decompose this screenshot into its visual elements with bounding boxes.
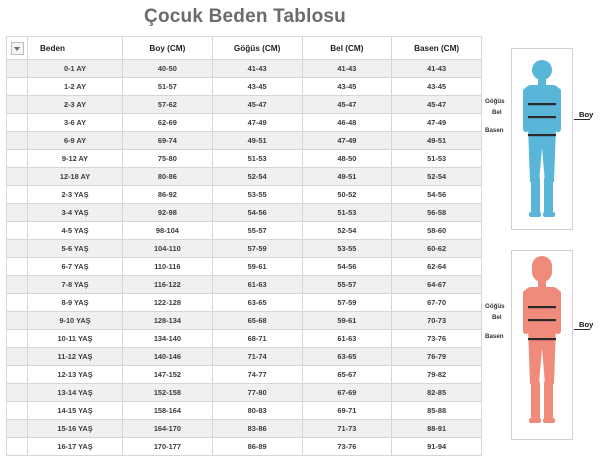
cell-measure: 43-45: [212, 78, 302, 96]
cell-beden: 2-3 AY: [28, 96, 123, 114]
girl-height-line: [574, 329, 590, 330]
cell-measure: 61-63: [302, 330, 392, 348]
cell-measure: 49-51: [212, 132, 302, 150]
cell-measure: 45-47: [212, 96, 302, 114]
girl-label-gogus: Göğüs: [485, 303, 505, 310]
row-toggle-cell: [7, 60, 28, 78]
cell-measure: 75-80: [123, 150, 213, 168]
table-row: [7, 438, 482, 456]
row-toggle-cell: [7, 330, 28, 348]
row-toggle-cell: [7, 420, 28, 438]
boy-label-bel: Bel: [492, 109, 502, 116]
cell-measure: 51-53: [392, 150, 482, 168]
cell-measure: 55-57: [212, 222, 302, 240]
cell-measure: 80-86: [123, 168, 213, 186]
cell-measure: 110-116: [123, 258, 213, 276]
table-row: [7, 402, 482, 420]
cell-measure: 77-80: [212, 384, 302, 402]
table-row: [7, 186, 482, 204]
cell-beden: 4-5 YAŞ: [28, 222, 123, 240]
cell-measure: 62-64: [392, 258, 482, 276]
cell-beden: 3-4 YAŞ: [28, 204, 123, 222]
cell-measure: 43-45: [302, 78, 392, 96]
girl-figure-block: [486, 250, 600, 440]
cell-measure: 59-61: [302, 312, 392, 330]
table-row: [7, 168, 482, 186]
boy-label-gogus: Göğüs: [485, 98, 505, 105]
row-toggle-cell: [7, 258, 28, 276]
cell-measure: 128-134: [123, 312, 213, 330]
boy-height-line: [574, 119, 590, 120]
row-toggle-cell: [7, 222, 28, 240]
size-table-container: [6, 36, 482, 456]
cell-measure: 57-59: [212, 240, 302, 258]
cell-beden: 12-18 AY: [28, 168, 123, 186]
cell-measure: 82-85: [392, 384, 482, 402]
cell-beden: 2-3 YAŞ: [28, 186, 123, 204]
cell-measure: 91-94: [392, 438, 482, 456]
cell-measure: 65-68: [212, 312, 302, 330]
row-toggle-cell: [7, 348, 28, 366]
header-beden: Beden: [28, 37, 123, 60]
cell-measure: 79-82: [392, 366, 482, 384]
cell-measure: 51-53: [212, 150, 302, 168]
table-row: [7, 114, 482, 132]
cell-measure: 53-55: [302, 240, 392, 258]
figures-panel: [486, 36, 600, 441]
table-row: [7, 78, 482, 96]
cell-measure: 134-140: [123, 330, 213, 348]
row-toggle-cell: [7, 114, 28, 132]
cell-measure: 54-56: [392, 186, 482, 204]
cell-measure: 48-50: [302, 150, 392, 168]
table-row: [7, 96, 482, 114]
table-row: [7, 240, 482, 258]
cell-measure: 47-49: [392, 114, 482, 132]
table-row: [7, 258, 482, 276]
cell-measure: 152-158: [123, 384, 213, 402]
row-toggle-cell: [7, 366, 28, 384]
cell-measure: 65-67: [302, 366, 392, 384]
cell-measure: 104-110: [123, 240, 213, 258]
row-toggle-cell: [7, 96, 28, 114]
row-toggle-cell: [7, 78, 28, 96]
cell-measure: 62-69: [123, 114, 213, 132]
table-row: [7, 330, 482, 348]
cell-measure: 98-104: [123, 222, 213, 240]
header-bel: Bel (CM): [302, 37, 392, 60]
row-toggle-cell: [7, 204, 28, 222]
cell-measure: 122-128: [123, 294, 213, 312]
row-toggle-cell: [7, 132, 28, 150]
boy-figure: [511, 48, 573, 230]
table-row: [7, 222, 482, 240]
cell-measure: 52-54: [302, 222, 392, 240]
cell-beden: 8-9 YAŞ: [28, 294, 123, 312]
table-row: [7, 366, 482, 384]
table-body: [7, 60, 482, 456]
cell-measure: 57-59: [302, 294, 392, 312]
table-row: [7, 348, 482, 366]
cell-measure: 71-74: [212, 348, 302, 366]
table-row: [7, 276, 482, 294]
column-toggle-header[interactable]: [7, 37, 28, 60]
cell-measure: 86-89: [212, 438, 302, 456]
cell-measure: 69-74: [123, 132, 213, 150]
cell-measure: 147-152: [123, 366, 213, 384]
row-toggle-cell: [7, 240, 28, 258]
cell-beden: 6-9 AY: [28, 132, 123, 150]
cell-measure: 54-56: [212, 204, 302, 222]
row-toggle-cell: [7, 168, 28, 186]
row-toggle-cell: [7, 438, 28, 456]
row-toggle-cell: [7, 294, 28, 312]
cell-measure: 71-73: [302, 420, 392, 438]
header-basen: Basen (CM): [392, 37, 482, 60]
cell-measure: 46-48: [302, 114, 392, 132]
cell-measure: 41-43: [302, 60, 392, 78]
dropdown-toggle-icon[interactable]: [11, 42, 24, 55]
cell-measure: 45-47: [392, 96, 482, 114]
boy-side-label: Boy: [579, 110, 594, 119]
cell-measure: 61-63: [212, 276, 302, 294]
cell-measure: 41-43: [212, 60, 302, 78]
cell-beden: 14-15 YAŞ: [28, 402, 123, 420]
cell-beden: 11-12 YAŞ: [28, 348, 123, 366]
cell-measure: 40-50: [123, 60, 213, 78]
cell-beden: 7-8 YAŞ: [28, 276, 123, 294]
cell-measure: 85-88: [392, 402, 482, 420]
cell-measure: 51-57: [123, 78, 213, 96]
table-row: [7, 312, 482, 330]
page-title: Çocuk Beden Tablosu: [144, 6, 346, 27]
table-row: [7, 132, 482, 150]
cell-measure: 57-62: [123, 96, 213, 114]
cell-measure: 60-62: [392, 240, 482, 258]
size-table: [6, 36, 482, 456]
cell-measure: 56-58: [392, 204, 482, 222]
table-row: [7, 420, 482, 438]
cell-measure: 116-122: [123, 276, 213, 294]
row-toggle-cell: [7, 276, 28, 294]
cell-beden: 13-14 YAŞ: [28, 384, 123, 402]
cell-measure: 52-54: [212, 168, 302, 186]
cell-beden: 9-12 AY: [28, 150, 123, 168]
cell-measure: 88-91: [392, 420, 482, 438]
cell-measure: 59-61: [212, 258, 302, 276]
cell-measure: 49-51: [302, 168, 392, 186]
cell-measure: 41-43: [392, 60, 482, 78]
cell-measure: 170-177: [123, 438, 213, 456]
girl-side-label: Boy: [579, 320, 594, 329]
row-toggle-cell: [7, 150, 28, 168]
table-row: [7, 150, 482, 168]
cell-beden: 0-1 AY: [28, 60, 123, 78]
cell-measure: 58-60: [392, 222, 482, 240]
cell-measure: 53-55: [212, 186, 302, 204]
girl-label-basen: Basen: [485, 333, 504, 340]
cell-beden: 12-13 YAŞ: [28, 366, 123, 384]
row-toggle-cell: [7, 186, 28, 204]
cell-measure: 140-146: [123, 348, 213, 366]
cell-beden: 16-17 YAŞ: [28, 438, 123, 456]
boy-figure-block: [486, 48, 600, 230]
row-toggle-cell: [7, 402, 28, 420]
cell-measure: 47-49: [302, 132, 392, 150]
cell-measure: 67-69: [302, 384, 392, 402]
girl-label-bel: Bel: [492, 314, 502, 321]
cell-measure: 76-79: [392, 348, 482, 366]
cell-measure: 43-45: [392, 78, 482, 96]
header-boy: Boy (CM): [123, 37, 213, 60]
cell-measure: 73-76: [302, 438, 392, 456]
cell-measure: 52-54: [392, 168, 482, 186]
cell-measure: 68-71: [212, 330, 302, 348]
cell-measure: 92-98: [123, 204, 213, 222]
cell-measure: 74-77: [212, 366, 302, 384]
cell-beden: 9-10 YAŞ: [28, 312, 123, 330]
cell-measure: 55-57: [302, 276, 392, 294]
row-toggle-cell: [7, 312, 28, 330]
cell-measure: 63-65: [212, 294, 302, 312]
cell-measure: 86-92: [123, 186, 213, 204]
cell-beden: 1-2 AY: [28, 78, 123, 96]
cell-measure: 50-52: [302, 186, 392, 204]
header-gogus: Göğüs (CM): [212, 37, 302, 60]
cell-measure: 69-71: [302, 402, 392, 420]
cell-measure: 49-51: [392, 132, 482, 150]
cell-beden: 5-6 YAŞ: [28, 240, 123, 258]
cell-measure: 54-56: [302, 258, 392, 276]
cell-beden: 3-6 AY: [28, 114, 123, 132]
cell-beden: 6-7 YAŞ: [28, 258, 123, 276]
cell-measure: 47-49: [212, 114, 302, 132]
cell-measure: 73-76: [392, 330, 482, 348]
cell-measure: 158-164: [123, 402, 213, 420]
cell-measure: 83-86: [212, 420, 302, 438]
cell-beden: 10-11 YAŞ: [28, 330, 123, 348]
cell-beden: 15-16 YAŞ: [28, 420, 123, 438]
boy-label-basen: Basen: [485, 127, 504, 134]
cell-measure: 70-73: [392, 312, 482, 330]
cell-measure: 45-47: [302, 96, 392, 114]
table-row: [7, 384, 482, 402]
table-row: [7, 204, 482, 222]
row-toggle-cell: [7, 384, 28, 402]
cell-measure: 63-65: [302, 348, 392, 366]
cell-measure: 67-70: [392, 294, 482, 312]
table-header-row: [7, 37, 482, 60]
cell-measure: 80-83: [212, 402, 302, 420]
cell-measure: 51-53: [302, 204, 392, 222]
girl-figure: [511, 250, 573, 440]
table-row: [7, 294, 482, 312]
table-row: [7, 60, 482, 78]
cell-measure: 64-67: [392, 276, 482, 294]
cell-measure: 164-170: [123, 420, 213, 438]
